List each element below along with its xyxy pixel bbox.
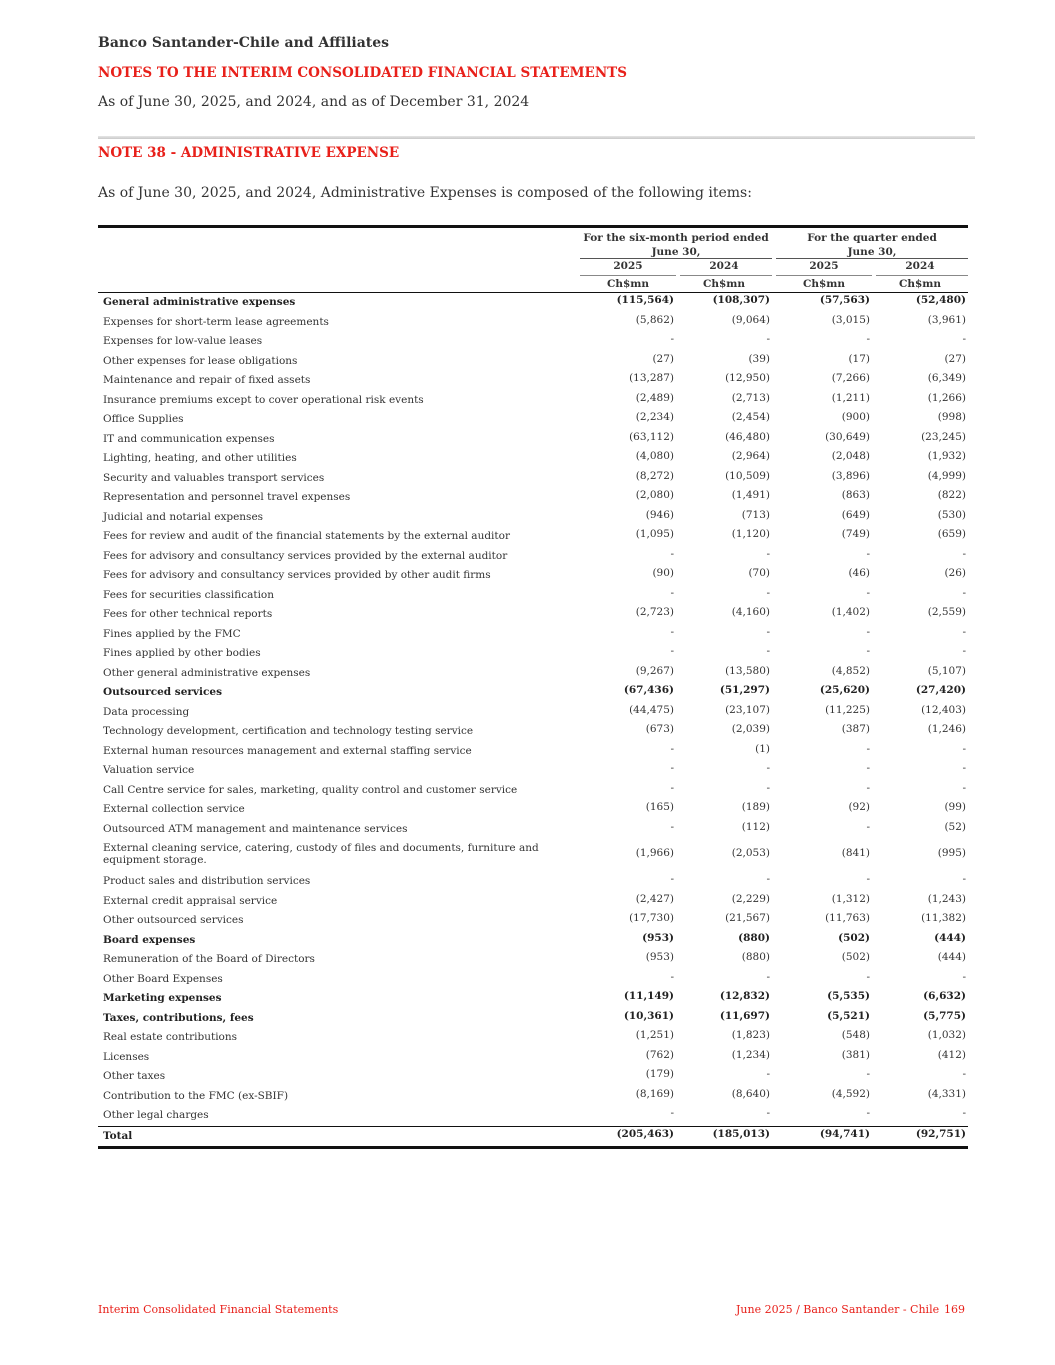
row-value: (5,862) [635,313,674,326]
table-row [98,547,968,567]
table-row [98,410,968,430]
row-value: (94,741) [819,1127,870,1140]
row-label: Technology development, certification and technology testing service [103,725,474,737]
table-row [98,820,968,840]
quarter-header-line1: For the quarter ended [807,232,937,244]
note-intro: As of June 30, 2025, and 2024, Administrative Expenses is composed of the following items: [98,185,752,201]
quarter-header [776,231,968,259]
row-value: - [962,645,966,657]
row-value: (2,229) [731,892,770,905]
row-value: - [962,742,966,755]
row-value: - [962,547,966,560]
row-value: - [962,1068,966,1080]
row-value: (946) [645,508,674,521]
table-row [98,566,968,586]
row-value: (2,723) [635,606,674,618]
row-label: Security and valuables transport services [103,471,325,484]
row-value: (12,950) [725,372,770,384]
year-header: 2024 [905,260,935,272]
row-value: (12,403) [921,703,966,716]
row-label: Lighting, heating, and other utilities [103,452,297,464]
row-value: (11,382) [921,912,966,924]
table-row [98,683,968,703]
row-value: - [866,586,870,599]
row-value: (11,225) [825,703,870,716]
row-value: (17,730) [629,912,674,924]
row-value: (5,107) [927,664,966,677]
company-name: Banco Santander-Chile and Affiliates [98,35,390,51]
row-value: - [670,820,674,833]
row-value: (25,620) [819,684,870,696]
row-value: (7,266) [831,372,870,384]
row-value: (27,420) [915,684,966,696]
table-row [98,449,968,469]
row-label: Data processing [103,705,190,718]
row-value: - [670,1107,674,1119]
row-value: (880) [738,931,770,944]
row-value: (12,832) [719,990,770,1002]
quarter-header-rule [776,258,968,259]
table-row [98,508,968,528]
row-label: Insurance premiums except to cover operational risk events [103,393,424,406]
row-value: - [866,645,870,657]
row-value: (953) [645,951,674,963]
row-value: (9,064) [731,313,770,326]
row-value: (4,592) [831,1087,870,1100]
row-label: External human resources management and external staffing service [103,744,472,757]
row-value: (2,080) [635,489,674,501]
row-value: (4,999) [927,469,966,482]
row-value: (1,266) [927,391,966,404]
row-value: - [962,781,966,794]
row-value: (51,297) [719,684,770,696]
table-row [98,469,968,489]
row-value: - [766,873,770,885]
row-value: (3,896) [831,469,870,482]
row-value: (1,402) [831,606,870,618]
row-value: (4,852) [831,664,870,677]
row-value: (13,580) [725,664,770,677]
row-value: (381) [841,1048,870,1061]
row-label: Expenses for short-term lease agreements [103,315,329,328]
row-value: - [766,1107,770,1119]
page-number: 169 [944,1303,965,1316]
table-row [98,800,968,820]
row-value: (44,475) [629,703,674,716]
row-value: - [670,625,674,638]
notes-title: NOTES TO THE INTERIM CONSOLIDATED FINANCIAL STATEMENTS [98,65,627,81]
row-value: (1,491) [731,489,770,501]
currency-header: Ch$mn [606,278,650,290]
row-value: (57,563) [819,294,870,306]
row-value: - [670,547,674,560]
currency-header: Ch$mn [702,278,746,290]
row-value: (5,535) [827,990,870,1002]
table-row [98,332,968,352]
row-label: Valuation service [103,764,195,776]
table-row [98,839,968,872]
row-value: (2,489) [635,391,674,404]
row-value: (548) [841,1029,870,1041]
row-value: - [866,970,870,983]
row-value: (27) [652,352,674,365]
row-value: (6,632) [923,990,966,1002]
row-value: - [962,333,966,345]
row-value: (713) [741,508,770,521]
row-value: (108,307) [712,294,770,306]
table-row [98,293,968,313]
row-label: Outsourced ATM management and maintenance services [103,822,408,835]
row-label: Taxes, contributions, fees [103,1011,254,1024]
row-value: - [866,625,870,638]
row-value: (2,559) [927,606,966,618]
row-value: - [670,781,674,794]
row-value: - [766,547,770,560]
row-value: - [766,625,770,638]
row-value: - [670,970,674,983]
row-value: (13,287) [629,372,674,384]
row-value: - [766,781,770,794]
report-date-subtitle: As of June 30, 2025, and 2024, and as of December 31, 2024 [98,94,530,110]
table-row [98,1028,968,1048]
row-value: (23,245) [921,430,966,443]
total-row [98,1126,968,1149]
row-value: - [670,645,674,657]
row-value: - [866,873,870,885]
row-value: - [962,625,966,638]
row-label: Fines applied by other bodies [103,647,261,659]
currency-header: Ch$mn [802,278,846,290]
row-value: (205,463) [616,1127,674,1140]
row-value: (1,032) [927,1029,966,1041]
row-label: Fees for other technical reports [103,608,273,620]
table-row [98,430,968,450]
row-value: (649) [841,508,870,521]
row-value: (995) [937,847,966,859]
row-value: (46,480) [725,430,770,443]
quarter-header-line2: June 30, [847,246,897,258]
row-value: (4,080) [635,450,674,462]
row-label: Maintenance and repair of fixed assets [103,374,311,386]
table-row [98,722,968,742]
row-label: General administrative expenses [103,296,296,308]
row-label: Contribution to the FMC (ex-SBIF) [103,1089,289,1102]
row-label: Other legal charges [103,1109,209,1121]
table-row [98,989,968,1009]
row-value: - [866,762,870,774]
table-row [98,911,968,931]
row-label: External cleaning service, catering, custody of files and documents, furniture and equipment storage. [103,842,539,866]
row-value: (1,095) [635,528,674,540]
six-month-period-header [580,231,772,259]
row-value: (90) [652,567,674,579]
row-value: (863) [841,489,870,501]
year-rule [580,275,676,276]
row-value: (5,521) [827,1009,870,1022]
table-row [98,742,968,762]
row-value: (530) [937,508,966,521]
row-label: Other general administrative expenses [103,666,311,679]
row-value: (2,454) [731,411,770,423]
row-value: (502) [841,951,870,963]
footer-title: Interim Consolidated Financial Statements [98,1303,339,1316]
table-row [98,781,968,801]
row-value: (1,251) [635,1029,674,1041]
row-value: (39) [748,352,770,365]
row-value: (63,112) [629,430,674,443]
row-value: - [670,742,674,755]
header-divider [98,136,975,139]
row-value: (30,649) [825,430,870,443]
row-value: (1,932) [927,450,966,462]
year-rule [680,275,772,276]
six-month-header-line1: For the six-month period ended [583,232,769,244]
row-value: (8,169) [635,1087,674,1100]
row-value: (1,243) [927,892,966,905]
row-value: (659) [937,528,966,540]
row-value: (387) [841,723,870,735]
row-label: Licenses [103,1050,150,1063]
row-value: (2,427) [635,892,674,905]
row-value: (99) [944,801,966,813]
row-value: (27) [944,352,966,365]
row-value: - [962,762,966,774]
row-value: (11,763) [825,912,870,924]
row-value: (4,331) [927,1087,966,1100]
row-value: - [670,873,674,885]
row-value: (1,120) [731,528,770,540]
row-value: (23,107) [725,703,770,716]
table-row [98,352,968,372]
row-value: - [962,970,966,983]
table-row [98,527,968,547]
table-row [98,488,968,508]
row-value: (46) [848,567,870,579]
row-value: (3,015) [831,313,870,326]
row-value: (185,013) [712,1127,770,1140]
row-label: IT and communication expenses [103,432,275,445]
row-value: (412) [937,1048,966,1061]
row-label: Office Supplies [103,413,184,425]
row-value: - [670,586,674,599]
row-label: Representation and personnel travel expenses [103,491,351,503]
row-value: - [962,586,966,599]
row-value: (11,149) [623,990,674,1002]
row-value: - [766,333,770,345]
row-value: (165) [645,801,674,813]
row-value: (953) [642,931,674,944]
row-label: Expenses for low-value leases [103,335,263,347]
six-month-header-line2: June 30, [651,246,701,258]
year-header: 2025 [613,260,643,272]
row-value: - [962,1107,966,1119]
table-row [98,644,968,664]
row-value: (822) [937,489,966,501]
table-row [98,664,968,684]
row-label: Fines applied by the FMC [103,627,241,640]
row-value: (444) [934,931,966,944]
row-label: Fees for securities classification [103,588,275,601]
row-value: - [766,970,770,983]
row-value: (673) [645,723,674,735]
row-value: (17) [848,352,870,365]
row-label: Other expenses for lease obligations [103,354,298,367]
table-row [98,586,968,606]
row-value: (2,713) [731,391,770,404]
row-value: - [670,333,674,345]
row-value: (26) [944,567,966,579]
table-row [98,1067,968,1087]
row-value: (6,349) [927,372,966,384]
row-label: Other taxes [103,1070,166,1082]
table-row [98,892,968,912]
row-value: (444) [937,951,966,963]
row-value: (11,697) [719,1009,770,1022]
row-value: (92) [848,801,870,813]
row-value: (1,312) [831,892,870,905]
row-value: (189) [741,801,770,813]
year-rule [876,275,968,276]
year-header: 2025 [809,260,839,272]
table-row [98,950,968,970]
row-value: (2,048) [831,450,870,462]
row-value: (1,966) [635,847,674,859]
table-body [98,293,968,1149]
row-value: - [866,1068,870,1080]
row-value: - [766,1068,770,1080]
row-value: (1,823) [731,1029,770,1041]
row-value: (1) [755,742,770,755]
row-value: (749) [841,528,870,540]
row-value: - [866,547,870,560]
row-value: - [866,742,870,755]
table-header [98,228,968,293]
row-value: (52) [944,820,966,833]
row-value: (4,160) [731,606,770,618]
row-value: (92,751) [915,1127,966,1140]
row-value: - [866,1107,870,1119]
row-label: Other outsourced services [103,914,244,926]
year-rule [776,275,872,276]
table-row [98,1106,968,1126]
note-heading: NOTE 38 - ADMINISTRATIVE EXPENSE [98,145,400,161]
currency-header: Ch$mn [898,278,942,290]
table-row [98,1048,968,1068]
row-value: (10,509) [725,469,770,482]
row-value: - [866,820,870,833]
table-row [98,872,968,892]
table-row [98,371,968,391]
row-label: Call Centre service for sales, marketing, quality control and customer service [103,783,518,796]
row-value: (67,436) [623,684,674,696]
row-label: Real estate contributions [103,1031,238,1043]
row-value: (5,775) [923,1009,966,1022]
row-value: (502) [838,931,870,944]
row-value: (762) [645,1048,674,1061]
row-value: - [670,762,674,774]
row-value: (112) [741,820,770,833]
row-label: Fees for advisory and consultancy services provided by the external auditor [103,549,508,562]
row-label: External credit appraisal service [103,894,278,907]
row-value: (179) [645,1068,674,1080]
table-row [98,391,968,411]
table-row [98,931,968,951]
table-row [98,761,968,781]
table-row [98,970,968,990]
row-value: - [866,781,870,794]
row-label: Remuneration of the Board of Directors [103,953,315,965]
row-label: Total [103,1129,133,1142]
row-value: (841) [841,847,870,859]
row-value: (8,272) [635,469,674,482]
row-value: - [962,873,966,885]
row-value: (9,267) [635,664,674,677]
footer-report-info: June 2025 / Banco Santander - Chile [736,1303,940,1316]
row-value: (8,640) [731,1087,770,1100]
table-row [98,313,968,333]
table-row [98,1087,968,1107]
row-label: Product sales and distribution services [103,875,311,887]
row-value: (998) [937,411,966,423]
row-value: (52,480) [915,294,966,306]
row-value: - [766,762,770,774]
row-value: (70) [748,567,770,579]
table-row [98,703,968,723]
table-row [98,625,968,645]
row-value: - [866,333,870,345]
row-value: (115,564) [616,294,674,306]
row-value: (3,961) [927,313,966,326]
six-month-header-rule [580,258,772,259]
row-value: (2,039) [731,723,770,735]
row-value: (2,234) [635,411,674,423]
row-label: Other Board Expenses [103,972,223,985]
row-label: Outsourced services [103,686,222,698]
row-value: (880) [741,951,770,963]
row-value: (2,053) [731,847,770,859]
row-label: Judicial and notarial expenses [103,510,264,523]
administrative-expense-table [98,225,968,1149]
row-value: - [766,645,770,657]
row-value: (10,361) [623,1009,674,1022]
row-label: Board expenses [103,933,196,946]
row-value: (1,211) [831,391,870,404]
row-value: (900) [841,411,870,423]
row-label: Marketing expenses [103,992,222,1004]
row-value: (2,964) [731,450,770,462]
table-row [98,1009,968,1029]
year-header: 2024 [709,260,739,272]
table-row [98,605,968,625]
row-label: Fees for review and audit of the financial statements by the external auditor [103,530,510,542]
row-label: External collection service [103,803,245,815]
row-value: (21,567) [725,912,770,924]
row-value: - [766,586,770,599]
row-value: (1,234) [731,1048,770,1061]
row-label: Fees for advisory and consultancy services provided by other audit firms [103,569,491,581]
row-value: (1,246) [927,723,966,735]
